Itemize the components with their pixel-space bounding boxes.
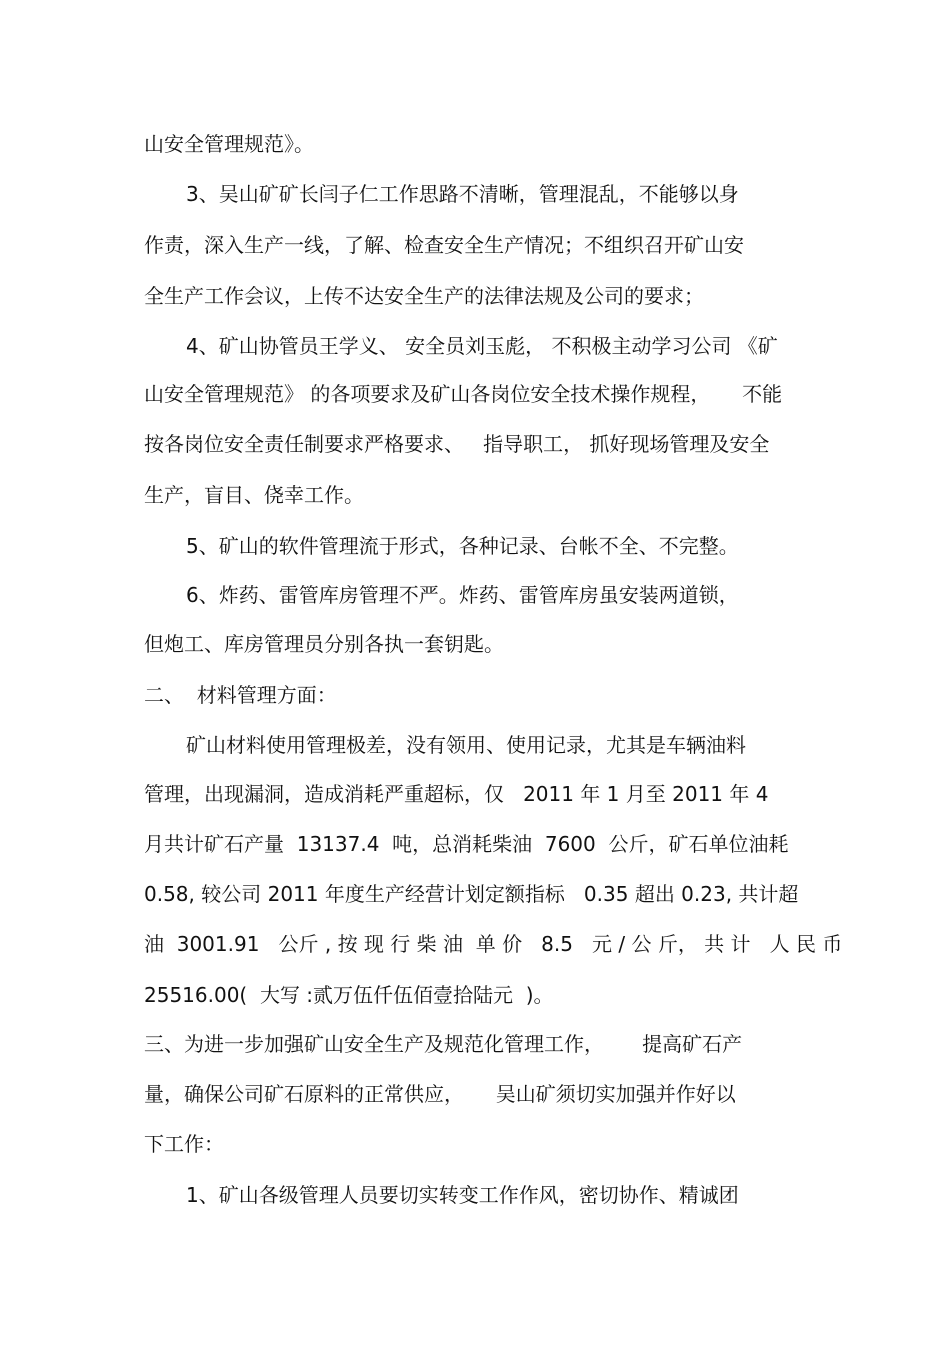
text-line-13: 矿山材料使用管理极差，没有领用、使用记录，尤其是车辆油料 xyxy=(186,733,746,757)
text-line-6: 山安全管理规范》 的各项要求及矿山各岗位安全技术操作规程， 不能 xyxy=(144,382,783,406)
text-line-8: 生产，盲目、侥幸工作。 xyxy=(144,483,364,507)
text-line-14: 管理，出现漏洞，造成消耗严重超标，仅 2011 年 1 月至 2011 年 4 xyxy=(144,782,769,806)
text-line-21: 下工作： xyxy=(144,1132,224,1156)
text-line-1: 山安全管理规范》。 xyxy=(144,132,314,156)
text-line-4: 全生产工作会议，上传不达安全生产的法律法规及公司的要求； xyxy=(144,284,704,308)
text-line-11: 但炮工、库房管理员分别各执一套钥匙。 xyxy=(144,632,504,656)
section-heading-3: 三、为进一步加强矿山安全生产及规范化管理工作， 提高矿石产 xyxy=(144,1032,743,1056)
text-line-16: 0.58, 较公司 2011 年度生产经营计划定额指标 0.35 超出 0.23, 共计超 xyxy=(144,882,799,906)
section-heading-2: 二、 材料管理方面： xyxy=(144,683,337,707)
text-line-22: 1、矿山各级管理人员要切实转变工作作风，密切协作、精诚团 xyxy=(186,1183,739,1207)
text-line-5: 4、矿山协管员王学义、 安全员刘玉彪， 不积极主动学习公司 《矿 xyxy=(186,334,778,358)
text-line-7: 按各岗位安全责任制要求严格要求、 指导职工， 抓好现场管理及安全 xyxy=(144,432,770,456)
text-line-10: 6、炸药、雷管库房管理不严。炸药、雷管库房虽安装两道锁， xyxy=(186,583,739,607)
text-line-9: 5、矿山的软件管理流于形式，各种记录、台帐不全、不完整。 xyxy=(186,534,739,558)
text-line-3: 作责，深入生产一线，了解、检查安全生产情况；不组织召开矿山安 xyxy=(144,233,744,257)
text-line-15: 月共计矿石产量 13137.4 吨，总消耗柴油 7600 公斤，矿石单位油耗 xyxy=(144,832,789,856)
text-line-2: 3、吴山矿矿长闫子仁工作思路不清晰，管理混乱，不能够以身 xyxy=(186,182,739,206)
text-line-20: 量，确保公司矿石原料的正常供应， 吴山矿须切实加强并作好以 xyxy=(144,1082,736,1106)
text-line-17: 油 3001.91 公斤 , 按 现 行 柴 油 单 价 8.5 元 / 公 斤， 共 计 人 民 币 xyxy=(144,932,843,956)
text-line-18: 25516.00( 大写 :贰万伍仟伍佰壹拾陆元 )。 xyxy=(144,983,554,1007)
